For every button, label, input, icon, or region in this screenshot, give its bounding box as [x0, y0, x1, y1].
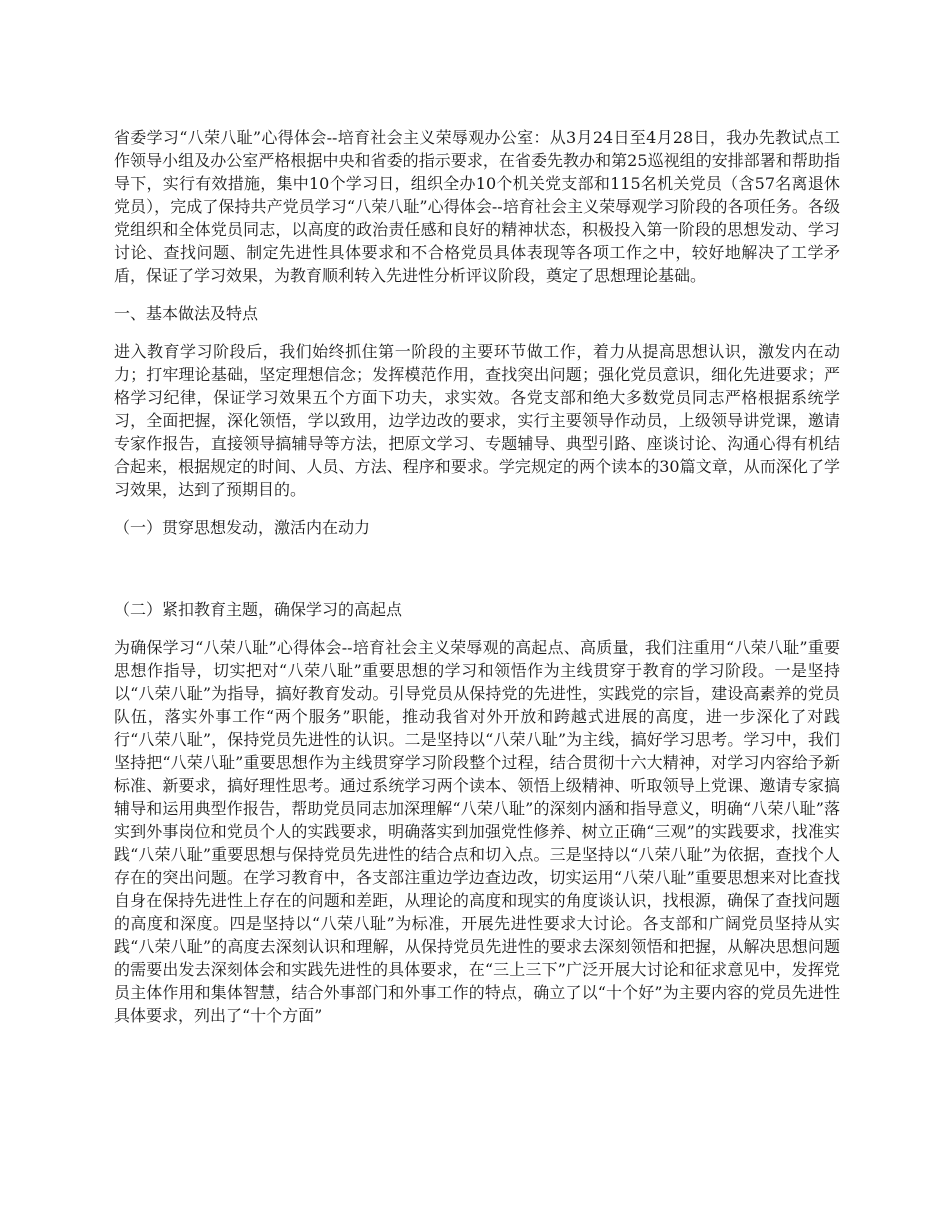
subsection-heading-education-theme: （二）紧扣教育主题，确保学习的高起点: [114, 600, 403, 619]
subsection-heading-mobilization: （一）贯穿思想发动，激活内在动力: [114, 518, 371, 537]
intro-paragraph: 省委学习“八荣八耻”心得体会--培育社会主义荣辱观办公室：从3月24日至4月28日，我办先教试点工作领导小组及办公室严格根据中央和省委的指示要求，在省委先教办和第25巡视组的安排部署和帮助指导下，实行有效措施，集中10个学习日，组织全办10个机关党支部和115名机关党员（含57名离退休党员），完成了保持共产党员学习“八荣八耻”心得体会--培育社会主义荣辱观学习阶段的各项任务。各级党组织和全体党员同志，以高度的政治责任感和良好的精神状态，积极投入第一阶段的思想发动、学习讨论、查找问题、制定先进性具体要求和不合格党员具体表现等各项工作之中，较好地解决了工学矛盾，保证了学习效果，为教育顺利转入先进性分析评议阶段，奠定了思想理论基础。: [114, 128, 840, 285]
document-page: [114, 126, 840, 1042]
section-body-basic-methods: 进入教育学习阶段后，我们始终抓住第一阶段的主要环节做工作，着力从提高思想认识，激发内在动力；打牢理论基础，坚定理想信念；发挥模范作用，查找突出问题；强化党员意识，细化先进要求；严格学习纪律，保证学习效果五个方面下功夫，求实效。各党支部和绝大多数党员同志严格根据系统学习，全面把握，深化领悟，学以致用，边学边改的要求，实行主要领导作动员，上级领导讲党课，邀请专家作报告，直接领导搞辅导等方法，把原文学习、专题辅导、典型引路、座谈讨论、沟通心得有机结合起来，根据规定的时间、人员、方法、程序和要求。学完规定的两个读本的30篇文章，从而深化了学习效果，达到了预期目的。: [114, 342, 840, 499]
section-heading-basic-methods: 一、基本做法及特点: [114, 304, 259, 323]
subsection-body-education-theme: 为确保学习“八荣八耻”心得体会--培育社会主义荣辱观的高起点、高质量，我们注重用“八荣八耻”重要思想作指导，切实把对“八荣八耻”重要思想的学习和领悟作为主线贯穿于教育的学习阶段。一是坚持以“八荣八耻”为指导，搞好教育发动。引导党员从保持党的先进性，实践党的宗旨，建设高素养的党员队伍，落实外事工作“两个服务”职能，推动我省对外开放和跨越式进展的高度，进一步深化了对践行“八荣八耻”，保持党员先进性的认识。二是坚持以“八荣八耻”为主线，搞好学习思考。学习中，我们坚持把“八荣八耻”重要思想作为主线贯穿学习阶段整个过程，结合贯彻十六大精神，对学习内容给予新标准、新要求，搞好理性思考。通过系统学习两个读本、领悟上级精神、听取领导上党课、邀请专家搞辅导和运用典型作报告，帮助党员同志加深理解“八荣八耻”的深刻内涵和指导意义，明确“八荣八耻”落实到外事岗位和党员个人的实践要求，明确落实到加强党性修养、树立正确“三观”的实践要求，找准实践“八荣八耻”重要思想与保持党员先进性的结合点和切入点。三是坚持以“八荣八耻”为依据，查找个人存在的突出问题。在学习教育中，各支部注重边学边查边改，切实运用“八荣八耻”重要思想来对比查找自身在保持先进性上存在的问题和差距，从理论的高度和现实的角度谈认识，找根源，确保了查找问题的高度和深度。四是坚持以“八荣八耻”为标准，开展先进性要求大讨论。各支部和广阔党员坚持从实践“八荣八耻”的高度去深刻认识和理解，从保持党员先进性的要求去深刻领悟和把握，从解决思想问题的需要出发去深刻体会和实践先进性的具体要求，在“三上三下”广泛开展大讨论和征求意见中，发挥党员主体作用和集体智慧，结合外事部门和外事工作的特点，确立了以“十个好”为主要内容的党员先进性具体要求，列出了“十个方面”: [114, 638, 840, 1025]
blank-space: [114, 554, 840, 598]
